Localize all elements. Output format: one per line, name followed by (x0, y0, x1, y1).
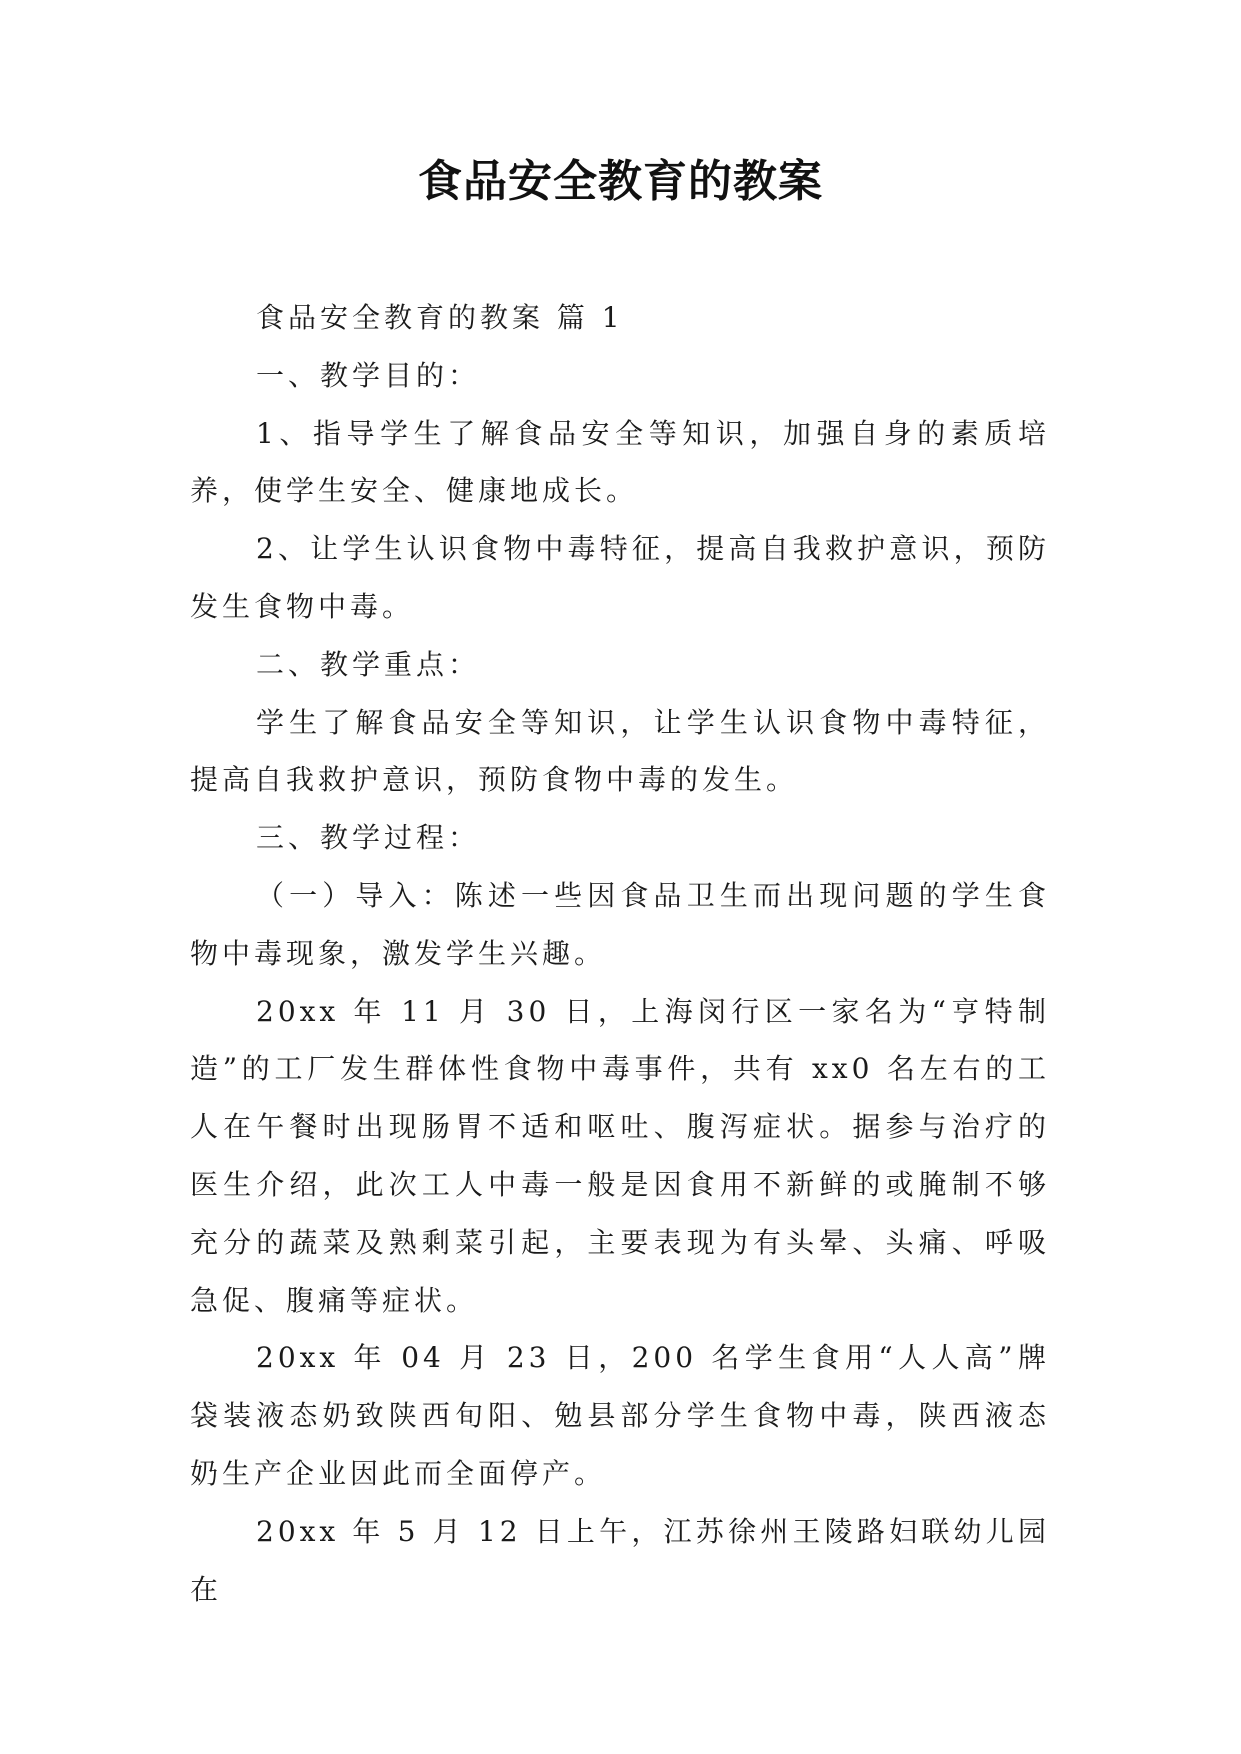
section-heading-part-1: 食品安全教育的教案 篇 1 (256, 301, 624, 334)
document-title: 食品安全教育的教案 (418, 156, 823, 207)
paragraph-case-shaanxi: 20xx 年 04 月 23 日，200 名学生食用“人人高”牌袋装液态奶致陕西旬阳、勉县部分学生食物中毒，陕西液态奶生产企业因此而全面停产。 (190, 1341, 1050, 1490)
paragraph-case-shanghai: 20xx 年 11 月 30 日，上海闵行区一家名为“亨特制造”的工厂发生群体性食物中毒事件，共有 xx0 名左右的工人在午餐时出现肠胃不适和呕吐、腹泻症状。据参与治疗的医生介绍，此次工人中毒一般是因食用不新鲜的或腌制不够充分的蔬菜及熟剩菜引起，主要表现为有头晕、头痛、呼吸急促、腹痛等症状。 (190, 994, 1050, 1317)
paragraph-objective-2: 2、让学生认识食物中毒特征，提高自我救护意识，预防发生食物中毒。 (190, 532, 1050, 623)
paragraph-case-xuzhou: 20xx 年 5 月 12 日上午，江苏徐州王陵路妇联幼儿园在 (190, 1514, 1050, 1606)
paragraph-introduction: （一）导入：陈述一些因食品卫生而出现问题的学生食物中毒现象，激发学生兴趣。 (190, 878, 1050, 970)
heading-teaching-objectives: 一、教学目的： (256, 358, 481, 392)
heading-teaching-process: 三、教学过程： (256, 821, 481, 855)
paragraph-objective-1: 1、指导学生了解食品安全等知识，加强自身的素质培养，使学生安全、健康地成长。 (190, 416, 1050, 508)
document-body (190, 289, 1050, 1618)
heading-teaching-focus: 二、教学重点： (256, 647, 481, 681)
paragraph-teaching-focus: 学生了解食品安全等知识，让学生认识食物中毒特征，提高自我救护意识，预防食物中毒的发生。 (190, 705, 1050, 797)
